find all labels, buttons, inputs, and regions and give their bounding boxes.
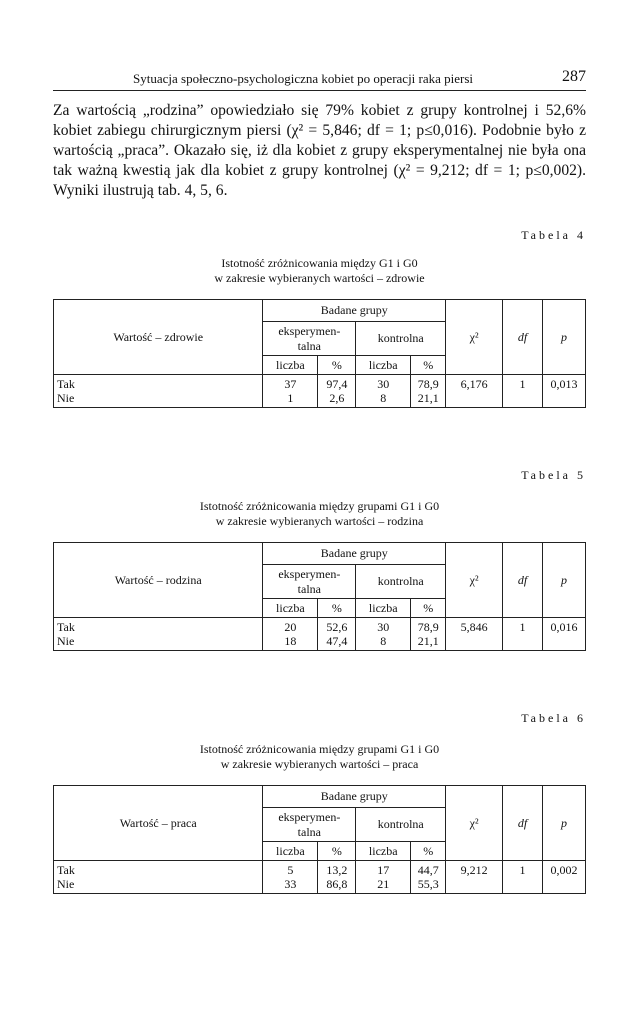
table-4-p: 0,013 <box>543 375 586 408</box>
table-5-exp-pct: 52,6 47,4 <box>318 618 356 651</box>
table-4-row-header: Wartość – zdrowie <box>54 300 263 375</box>
table-5-liczba-2: liczba <box>356 599 411 618</box>
table-6-kon-pct: 44,7 55,3 <box>411 861 446 894</box>
table-6-kon-header: kontrolna <box>356 808 446 842</box>
table-4-pct-1: % <box>318 356 356 375</box>
table-5-pct-2: % <box>411 599 446 618</box>
table-4-kon-header: kontrolna <box>356 322 446 356</box>
table-6-kon-liczba: 17 21 <box>356 861 411 894</box>
table-6-caption <box>53 742 586 772</box>
table-6-df-header: df <box>503 786 543 861</box>
exp-header-line2: talna <box>297 338 321 353</box>
table-4-df: 1 <box>503 375 543 408</box>
table-6-label: Tabela 6 <box>521 711 586 725</box>
table-5-p: 0,016 <box>543 618 586 651</box>
table-5-kon-header: kontrolna <box>356 565 446 599</box>
table-5-exp-header <box>263 565 356 599</box>
table-6-p: 0,002 <box>543 861 586 894</box>
page-number: 287 <box>562 68 586 85</box>
table-4-pct-2: % <box>411 356 446 375</box>
table-6-row-labels: Tak Nie <box>54 861 263 894</box>
page-header <box>53 68 586 91</box>
table-4-chi2: 6,176 <box>446 375 503 408</box>
table-6-exp-header <box>263 808 356 842</box>
paragraph-text: Za wartością „rodzina” opowiedziało się 79% kobiet z grupy kontrolnej i 52,6% kobiet zabiegu chirurgicznym piersi (χ² = 5,846; df = 1; p≤0,016). Podobnie było z wartością „praca”. Okazało się, iż dla kobiet z grupy eksperymentalnej nie była ona tak ważną kwestią jak dla kobiet z grupy kontrolnej (χ² = 9,212; df = 1; p≤0,002). Wyniki ilustrują tab. 4, 5, 6. <box>53 102 586 199</box>
table-5-p-header: p <box>543 543 586 618</box>
table-5-badane-grupy: Badane grupy <box>263 543 446 565</box>
table-4-p-header: p <box>543 300 586 375</box>
table-5-row-header: Wartość – rodzina <box>54 543 263 618</box>
table-6-exp-pct: 13,2 86,8 <box>318 861 356 894</box>
exp-header-line1: eksperymen- <box>278 566 341 581</box>
body-paragraph <box>53 101 586 201</box>
table-4-exp-header <box>263 322 356 356</box>
table-5-label: Tabela 5 <box>521 468 586 482</box>
table-6-chi2: 9,212 <box>446 861 503 894</box>
table-5-pct-1: % <box>318 599 356 618</box>
table-6-chi2-header: χ² <box>446 786 503 861</box>
table-5-df-header: df <box>503 543 543 618</box>
table-4-kon-pct: 78,9 21,1 <box>411 375 446 408</box>
table-6-p-header: p <box>543 786 586 861</box>
table-6-badane-grupy: Badane grupy <box>263 786 446 808</box>
table-4-exp-liczba: 37 1 <box>263 375 318 408</box>
running-title: Sytuacja społeczno-psychologiczna kobiet po operacji raka piersi <box>133 71 474 86</box>
table-6-row-header: Wartość – praca <box>54 786 263 861</box>
table-5-kon-pct: 78,9 21,1 <box>411 618 446 651</box>
exp-header-line1: eksperymen- <box>278 323 341 338</box>
table-4-caption-line2: w zakresie wybieranych wartości – zdrowie <box>214 271 425 285</box>
table-4-liczba-1: liczba <box>263 356 318 375</box>
exp-header-line2: talna <box>297 581 321 596</box>
table-6 <box>53 785 586 894</box>
table-4-df-header: df <box>503 300 543 375</box>
table-4-caption-line1: Istotność zróżnicowania między G1 i G0 <box>221 256 418 270</box>
table-4-exp-pct: 97,4 2,6 <box>318 375 356 408</box>
table-5-caption-line1: Istotność zróżnicowania między grupami G1 i G0 <box>199 499 440 513</box>
table-5-chi2: 5,846 <box>446 618 503 651</box>
table-5-row-labels: Tak Nie <box>54 618 263 651</box>
table-6-liczba-1: liczba <box>263 842 318 861</box>
table-5-kon-liczba: 30 8 <box>356 618 411 651</box>
table-5-df: 1 <box>503 618 543 651</box>
table-5-chi2-header: χ² <box>446 543 503 618</box>
table-5-exp-liczba: 20 18 <box>263 618 318 651</box>
table-4-label: Tabela 4 <box>521 228 586 242</box>
table-4-chi2-header: χ² <box>446 300 503 375</box>
table-4-row-labels: Tak Nie <box>54 375 263 408</box>
table-6-df: 1 <box>503 861 543 894</box>
table-4-liczba-2: liczba <box>356 356 411 375</box>
table-5-caption <box>53 499 586 529</box>
table-6-pct-2: % <box>411 842 446 861</box>
table-6-caption-line1: Istotność zróżnicowania między grupami G1 i G0 <box>199 742 440 756</box>
table-5-caption-line2: w zakresie wybieranych wartości – rodzina <box>215 514 424 528</box>
table-6-pct-1: % <box>318 842 356 861</box>
table-4-kon-liczba: 30 8 <box>356 375 411 408</box>
exp-header-line2: talna <box>297 824 321 839</box>
table-5 <box>53 542 586 651</box>
table-5-liczba-1: liczba <box>263 599 318 618</box>
table-4 <box>53 299 586 408</box>
table-6-liczba-2: liczba <box>356 842 411 861</box>
table-6-exp-liczba: 5 33 <box>263 861 318 894</box>
table-4-caption <box>53 256 586 286</box>
exp-header-line1: eksperymen- <box>278 809 341 824</box>
table-6-caption-line2: w zakresie wybieranych wartości – praca <box>220 757 419 771</box>
table-4-badane-grupy: Badane grupy <box>263 300 446 322</box>
